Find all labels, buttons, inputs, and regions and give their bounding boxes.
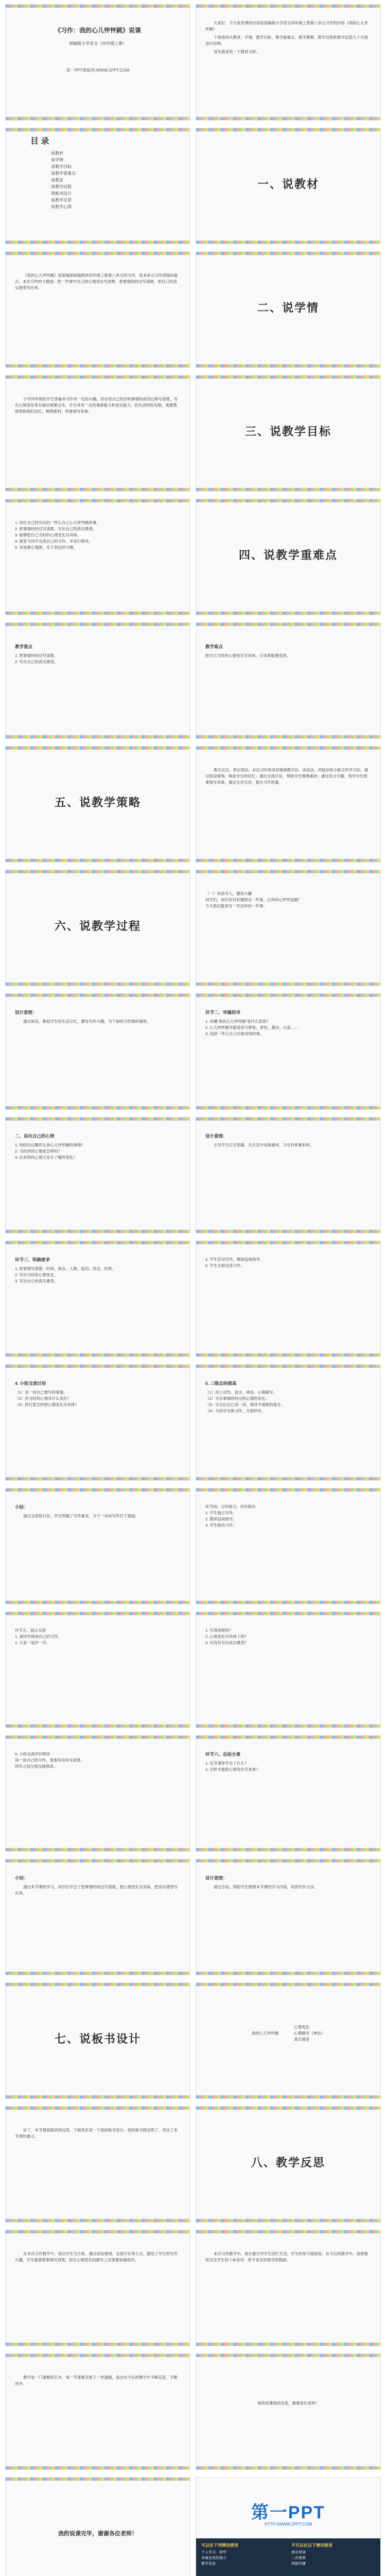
slide-text bbox=[5, 375, 190, 492]
list-item: 2. 把事情的经过写清楚，写出自己的真实感受。 bbox=[15, 527, 97, 531]
slide-list bbox=[5, 499, 190, 615]
border-stripe bbox=[6, 1601, 190, 1604]
border-stripe bbox=[196, 1117, 380, 1121]
body-text: 通过本节课的学习，同学们学会了把事情的经过写清楚，把心情变化写具体，把真实感受写出来。 bbox=[15, 1885, 178, 1895]
slide-text bbox=[5, 251, 190, 368]
border-stripe bbox=[6, 2107, 190, 2110]
border-stripe bbox=[6, 623, 190, 626]
slide-text bbox=[196, 2230, 381, 2346]
list-item: 4. 学生尝试写作，教师巡视指导。 bbox=[205, 1257, 264, 1262]
border-stripe bbox=[6, 735, 190, 738]
footer-heading: 不可以在以下情况使用 bbox=[291, 2543, 332, 2548]
slide-section-4 bbox=[196, 499, 381, 615]
section-title: 五、说教学策略 bbox=[54, 796, 141, 809]
border-stripe bbox=[6, 1117, 190, 1121]
border-stripe bbox=[6, 1230, 190, 1233]
list-item: 3. 有没有写出真实感受？ bbox=[205, 1640, 249, 1645]
list-item: 2. 大家一起评一评。 bbox=[15, 1640, 50, 1645]
list-item: 1. 把事情的经过写清楚。 bbox=[15, 653, 58, 658]
border-stripe bbox=[196, 499, 380, 502]
list-item: （3）写完后自己读一读，修改不通顺的地方。 bbox=[205, 1402, 285, 1407]
list-item: 读一读自己的习作，看看有没有写清楚。 bbox=[15, 1758, 84, 1762]
list-item: （1）用上动作、语言、神态、心理描写。 bbox=[205, 1390, 277, 1395]
board-item: 心情变化 bbox=[294, 2025, 310, 2029]
slide-list bbox=[196, 870, 381, 986]
section-title: 二、说学情 bbox=[257, 301, 319, 314]
toc-item: 说教法 bbox=[51, 178, 63, 182]
border-stripe bbox=[6, 1983, 190, 1986]
slide-list bbox=[196, 993, 381, 1110]
border-stripe bbox=[196, 1601, 380, 1604]
body-text: 通过总结，帮助学生梳理本节课的学习内容，巩固写作方法。 bbox=[214, 1885, 318, 1889]
list-item: 3. 能够把自己当时的心情变化写具体。 bbox=[15, 533, 81, 537]
border-stripe bbox=[196, 1983, 380, 1986]
footer-item: 个人学习、研究 bbox=[201, 2551, 226, 2554]
list-item: 3. 选择一件让自己印象深刻的事。 bbox=[205, 1031, 264, 1036]
border-stripe bbox=[6, 2466, 190, 2469]
brand-url: HTTP://WWW.1PPT.COM bbox=[265, 2522, 312, 2527]
board-item: 真实感受 bbox=[294, 2037, 310, 2042]
slide-toc bbox=[5, 128, 190, 244]
list-item: 3. 后来你的心情又发生了哪些变化？ bbox=[15, 1155, 77, 1160]
border-stripe bbox=[6, 612, 190, 615]
footer-item: 网络传播 bbox=[291, 2562, 306, 2566]
toc-item: 说板书设计 bbox=[51, 191, 72, 196]
border-stripe bbox=[6, 499, 190, 502]
slide-list bbox=[196, 1364, 381, 1481]
border-stripe bbox=[6, 1241, 190, 1244]
border-stripe bbox=[196, 117, 380, 120]
list-item: 2. 写出当时的心情变化。 bbox=[15, 1273, 58, 1277]
slide-heading: 小结： bbox=[15, 1504, 28, 1510]
border-stripe bbox=[196, 376, 380, 379]
slide-note bbox=[5, 1859, 190, 1975]
list-item: （一）谈话导入，激发兴趣 bbox=[205, 891, 252, 896]
toc-item: 说教学目标 bbox=[51, 164, 72, 169]
list-item: 1. 请同学朗读自己的习作。 bbox=[15, 1634, 62, 1639]
slide-list bbox=[5, 622, 190, 739]
border-stripe bbox=[196, 1365, 380, 1368]
list-item: 1. 这节课你学会了什么？ bbox=[205, 1761, 249, 1766]
section-title: 七、说板书设计 bbox=[54, 2032, 141, 2045]
toc-list bbox=[51, 150, 181, 210]
slide-note bbox=[196, 1117, 381, 1233]
border-stripe bbox=[6, 1724, 190, 1727]
slide-list bbox=[5, 1241, 190, 1357]
body-text: 小学四年级的学生普遍对习作有一定的兴趣，但在将自己经历的事情的前因后果写清楚、写出心情变化等方面还需要引导。学生具有一定的观察能力和表达能力，但生活经验有限，需要教师帮助他们回忆、梳理素材，将事情写具体。 bbox=[15, 397, 178, 414]
border-stripe bbox=[196, 488, 380, 491]
border-stripe bbox=[196, 241, 380, 244]
border-stripe bbox=[196, 2354, 380, 2357]
slide-cover bbox=[5, 4, 190, 121]
border-stripe bbox=[196, 2219, 380, 2222]
intro-line: 大家好，今天我说课的内容是部编版小学语文四年级上册第八单元习作的内容《我的心儿怦怦跳》 bbox=[205, 21, 368, 31]
border-stripe bbox=[6, 1612, 190, 1615]
border-stripe bbox=[196, 1724, 380, 1727]
cover-title: 《习作：我的心儿怦怦跳》说课 bbox=[54, 27, 141, 34]
list-item: 1. 把事情写清楚：时间、地点、人物、起因、经过、结果。 bbox=[15, 1266, 116, 1271]
footer-item: 教学用途 bbox=[201, 2562, 216, 2566]
body-text: 好了，本节课我就讲到这里，下面我来说一下我的板书设计。我的板书简洁明了，突出了本节课的重点。 bbox=[15, 2128, 178, 2139]
list-item: 2. 当时你的心情是怎样的？ bbox=[15, 1149, 62, 1154]
border-stripe bbox=[196, 2230, 380, 2233]
border-stripe bbox=[196, 2343, 380, 2346]
border-stripe bbox=[196, 2095, 380, 2098]
list-item: 3. 学生修改习作。 bbox=[205, 1523, 237, 1528]
body-text: 教无定法，贵在得法。本次习作我采用情境教学法、谈话法、讲授法和小组合作学习法。通过创设情境，唤起学生的回忆；通过交流讨论，帮助学生梳理素材；通过范文引路，指导学生把事情写具体；通过互评互改，提升习作质量。 bbox=[205, 768, 368, 785]
border-stripe bbox=[6, 117, 190, 120]
body-text: 通过谈话，唤起学生的生活记忆，激发写作兴趣，为下面的习作做好铺垫。 bbox=[23, 1019, 151, 1024]
slide-note bbox=[5, 1488, 190, 1604]
toc-item: 说教材 bbox=[51, 151, 63, 156]
slide-heading: 小结： bbox=[15, 1875, 28, 1880]
list-item: 今天我们就来写一写这样的一件事。 bbox=[205, 904, 267, 908]
list-item: 1. 读懂“我的心儿怦怦跳”是什么意思？ bbox=[205, 1019, 270, 1024]
body-text: 我的说课到此结束，谢谢各位老师！ bbox=[257, 2401, 319, 2405]
slide-section-7 bbox=[5, 1982, 190, 2099]
border-stripe bbox=[196, 859, 380, 862]
border-stripe bbox=[6, 5, 190, 8]
slide-heading: 环节二、审题指导 bbox=[205, 1010, 241, 1015]
border-stripe bbox=[6, 241, 190, 244]
border-stripe bbox=[196, 2466, 380, 2469]
body-text: 引导学生打开思路，从生活中选取素材，为写作积累材料。 bbox=[214, 1143, 314, 1147]
section-title: 三、说教学目标 bbox=[244, 425, 331, 438]
list-item: （3）你打算怎样把心情变化写具体？ bbox=[15, 1402, 79, 1407]
section-title: 八、教学反思 bbox=[251, 2156, 325, 2169]
border-stripe bbox=[6, 1848, 190, 1851]
border-stripe bbox=[196, 1859, 380, 1862]
border-stripe bbox=[196, 1106, 380, 1109]
section-title: 六、说教学过程 bbox=[54, 920, 141, 933]
cover-site: 第一PPT模板网-WWW.1PPT.COM bbox=[66, 68, 130, 73]
section-title: 四、说教学重难点 bbox=[238, 549, 338, 562]
body-text: 通过交流和讨论，学生明确了写作要求，为下一步的写作打下基础。 bbox=[23, 1514, 139, 1518]
border-stripe bbox=[6, 2219, 190, 2222]
slide-text bbox=[196, 2353, 381, 2470]
slide-note bbox=[5, 993, 190, 1110]
toc-item: 说教学心得 bbox=[51, 205, 72, 209]
list-item: 环节五、展示交流 bbox=[15, 1628, 46, 1633]
border-stripe bbox=[6, 376, 190, 379]
border-stripe bbox=[196, 1230, 380, 1233]
border-stripe bbox=[6, 128, 190, 131]
border-stripe bbox=[196, 1612, 380, 1615]
border-stripe bbox=[6, 2230, 190, 2233]
border-stripe bbox=[196, 1972, 380, 1975]
thanks-text: 我的说课完毕，谢谢各位老师！ bbox=[58, 2531, 137, 2537]
border-stripe bbox=[6, 2354, 190, 2357]
list-item: 1. 学生独立写作。 bbox=[205, 1511, 237, 1515]
border-stripe bbox=[6, 982, 190, 986]
list-item: 6. 小组交流评价修改 bbox=[15, 1752, 50, 1756]
border-stripe bbox=[196, 2107, 380, 2110]
cover-subtitle: 部编版小学语文（四年级上册） bbox=[69, 41, 127, 46]
slide-heading: 教学难点 bbox=[205, 644, 223, 649]
list-item: 同学之间互相交换修改。 bbox=[15, 1764, 58, 1769]
border-stripe bbox=[196, 870, 380, 873]
border-stripe bbox=[6, 2343, 190, 2346]
list-item: （2）你当时的心情有什么变化？ bbox=[15, 1396, 72, 1401]
body-text: 《我的心儿怦怦跳》是部编版统编教材四年级上册第八单元的习作，是本单元习作训练的重点，本次习作的主题是：把一件事中自己的心情变化写清楚，把事情的经过写清楚，把自己的真实感受写出来。 bbox=[15, 273, 178, 290]
border-stripe bbox=[6, 859, 190, 862]
slide-list bbox=[196, 1735, 381, 1852]
border-stripe bbox=[196, 364, 380, 367]
slide-heading: 设计意图： bbox=[15, 1010, 37, 1015]
border-stripe bbox=[196, 1477, 380, 1480]
list-item: 5. 养成留心观察、乐于表达的习惯。 bbox=[15, 545, 77, 550]
brand-logo: 第一PPT bbox=[251, 2503, 326, 2522]
body-text: 在本次习作教学中，我以学生为主体，通过创设情境、交流讨论等方式，激发了学生的写作兴趣，学生能够把事情写清楚，但在心情变化的描写上还需要加强指导。 bbox=[15, 2251, 178, 2262]
slide-heading: 5. 三级总结提高 bbox=[205, 1381, 237, 1386]
slide-heading: 设计意图： bbox=[205, 1875, 227, 1880]
border-stripe bbox=[196, 1736, 380, 1739]
footer-item: 非商业性的演示 bbox=[201, 2556, 226, 2560]
slide-heading: 环节三、明确要求 bbox=[15, 1257, 50, 1262]
footer-heading: 可以在下列情况使用 bbox=[201, 2543, 238, 2548]
slide-list bbox=[5, 1117, 190, 1233]
border-stripe bbox=[6, 1859, 190, 1862]
border-stripe bbox=[196, 1241, 380, 1244]
border-stripe bbox=[196, 1848, 380, 1851]
border-stripe bbox=[196, 747, 380, 750]
slide-section-8 bbox=[196, 2106, 381, 2223]
slide-note bbox=[196, 1859, 381, 1975]
slide-list bbox=[196, 1612, 381, 1728]
intro-line: 首先我来说一下教材分析。 bbox=[214, 49, 260, 54]
border-stripe bbox=[196, 735, 380, 738]
footer-item: 商业用途 bbox=[291, 2551, 306, 2554]
slide-grid bbox=[5, 4, 381, 2576]
slide-thanks bbox=[5, 2477, 190, 2576]
slide-section-1 bbox=[196, 128, 381, 244]
slide-list bbox=[5, 1364, 190, 1481]
border-stripe bbox=[196, 252, 380, 255]
border-stripe bbox=[196, 612, 380, 615]
list-item: 2. 心情变化写具体了吗？ bbox=[205, 1634, 249, 1639]
list-item: 3. 写出自己的真实感受。 bbox=[15, 1279, 58, 1283]
slide-text bbox=[5, 2353, 190, 2470]
slide-text bbox=[5, 2230, 190, 2346]
border-stripe bbox=[6, 2478, 190, 2481]
toc-item: 说教学重难点 bbox=[51, 171, 76, 176]
list-item: （1）说一说自己要写的事情。 bbox=[15, 1390, 67, 1395]
border-stripe bbox=[6, 1353, 190, 1357]
border-stripe bbox=[196, 994, 380, 997]
list-item: 2. 教师巡视指导。 bbox=[205, 1517, 237, 1521]
border-stripe bbox=[6, 1106, 190, 1109]
list-item: 1. 回忆自己经历过的一件让自己心儿怦怦跳的事。 bbox=[15, 520, 100, 525]
border-stripe bbox=[6, 1488, 190, 1492]
border-stripe bbox=[196, 5, 380, 8]
border-stripe bbox=[6, 1365, 190, 1368]
slide-section-3 bbox=[196, 375, 381, 492]
border-stripe bbox=[6, 2095, 190, 2098]
border-stripe bbox=[196, 1353, 380, 1357]
board-left: 我的心儿怦怦跳 bbox=[251, 2031, 279, 2036]
slide-list bbox=[5, 1735, 190, 1852]
slide-list bbox=[196, 622, 381, 739]
toc-item: 说教学反思 bbox=[51, 198, 72, 202]
slide-text bbox=[196, 746, 381, 862]
list-item: （4）与同学交换习作，互相评价。 bbox=[205, 1409, 266, 1413]
slide-intro bbox=[196, 4, 381, 121]
slide-logo bbox=[196, 2477, 381, 2576]
slide-heading: 4. 小组交流讨论 bbox=[15, 1381, 46, 1386]
slide-board bbox=[196, 1982, 381, 2099]
list-item: （2）写出事情的经过和心情的变化。 bbox=[205, 1396, 270, 1401]
border-stripe bbox=[196, 1488, 380, 1492]
border-stripe bbox=[196, 623, 380, 626]
list-item: 同学们，你们有没有遇到过一件事，让你的心怦怦直跳？ bbox=[205, 897, 302, 902]
slide-heading: 教学重点 bbox=[15, 644, 33, 649]
border-stripe bbox=[196, 128, 380, 131]
border-stripe bbox=[6, 364, 190, 367]
list-item: 1. 写得清楚吗？ bbox=[205, 1628, 233, 1633]
slide-heading: 二、说出自己的心情 bbox=[15, 1133, 55, 1139]
list-item: 把自己当时的心情变化写具体，让读者能感受到。 bbox=[205, 653, 290, 658]
footer-item: 二次销售 bbox=[291, 2556, 306, 2560]
border-stripe bbox=[6, 252, 190, 255]
border-stripe bbox=[6, 870, 190, 873]
list-item: 2. 写出自己的真实感受。 bbox=[15, 659, 58, 664]
border-stripe bbox=[6, 1736, 190, 1739]
slide-section-2 bbox=[196, 251, 381, 368]
border-stripe bbox=[6, 488, 190, 491]
toc-title: 目 录 bbox=[30, 137, 49, 146]
slide-list bbox=[5, 1612, 190, 1728]
border-stripe bbox=[196, 982, 380, 986]
border-stripe bbox=[6, 994, 190, 997]
board-item: 心理描写（神态） bbox=[294, 2031, 325, 2036]
border-stripe bbox=[6, 747, 190, 750]
border-stripe bbox=[6, 1972, 190, 1975]
list-item: 1. 你经历过哪些让你心儿怦怦跳的事情？ bbox=[15, 1143, 85, 1147]
list-item: 4. 愿意与同学交流自己的习作，并进行修改。 bbox=[15, 539, 93, 544]
slide-list bbox=[196, 1241, 381, 1357]
slide-heading: 设计意图： bbox=[205, 1133, 227, 1139]
list-item: 2. 心儿怦怦跳可能是因为紧张、害怕、激动、兴奋…… bbox=[205, 1025, 299, 1030]
slide-heading: 环节六、总结全课 bbox=[205, 1752, 241, 1757]
list-item: 环节四、习作练习、评价修改 bbox=[205, 1504, 256, 1509]
intro-line: 下面我将从教材、学情、教学目标、教学重难点、教学策略、教学过程和教学反思几个方面进行说明。 bbox=[205, 35, 368, 46]
body-text: 教学是一门遗憾的艺术，每一节课都会留下一些遗憾，我会在今后的教学中不断反思，不断进步。 bbox=[15, 2375, 178, 2386]
toc-item: 说学情 bbox=[51, 158, 63, 162]
list-item: 5. 学生互相交流习作。 bbox=[205, 1263, 244, 1268]
toc-item: 说教学过程 bbox=[51, 184, 72, 189]
section-title: 一、说教材 bbox=[257, 178, 319, 191]
slide-list bbox=[196, 1488, 381, 1604]
slide-section-6 bbox=[5, 870, 190, 986]
slide-section-5 bbox=[5, 746, 190, 862]
list-item: 2. 怎样才能把心情变化写具体？ bbox=[205, 1767, 260, 1772]
slide-text bbox=[5, 2106, 190, 2223]
body-text: 本次习作教学中，我注重引导学生回忆生活，学生的参与度较高。在今后的教学中，我将继续关注学生的个体差异，给予更多的指导和鼓励。 bbox=[205, 2251, 368, 2262]
border-stripe bbox=[6, 1477, 190, 1480]
